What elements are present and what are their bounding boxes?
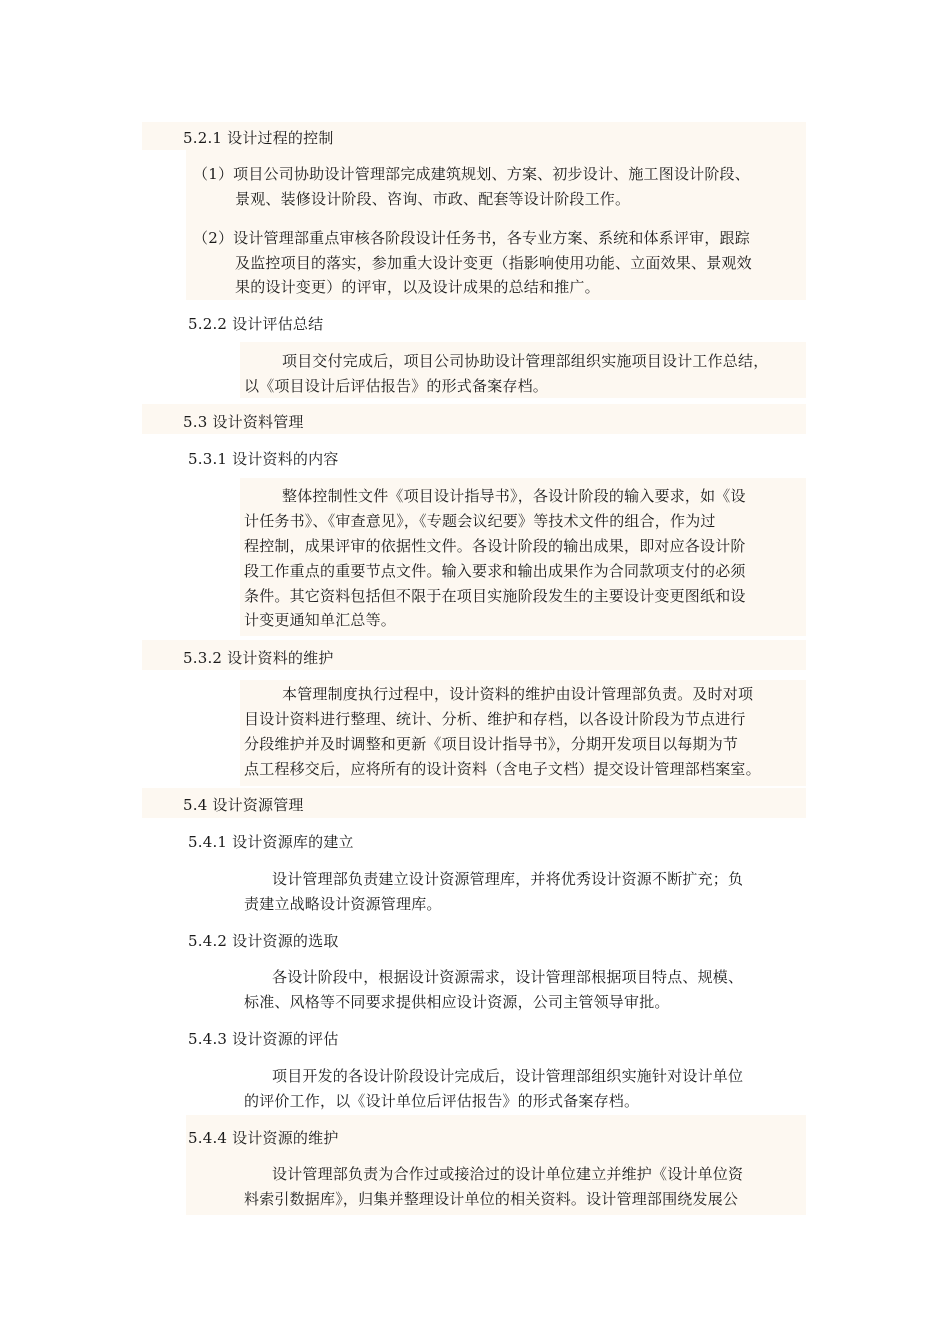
- section-heading-5-4-2: 5.4.2 设计资源的选取: [188, 932, 339, 950]
- paragraph-line: 项目交付完成后，项目公司协助设计管理部组织实施项目设计工作总结，: [282, 352, 769, 370]
- section-heading-5-4-3: 5.4.3 设计资源的评估: [188, 1030, 339, 1048]
- paragraph-line: 设计管理部负责建立设计资源管理库，并将优秀设计资源不断扩充；负: [272, 870, 744, 888]
- paragraph-line: 点工程移交后，应将所有的设计资料（含电子文档）提交设计管理部档案室。: [244, 760, 761, 778]
- paragraph-line: 责建立战略设计资源管理库。: [244, 895, 442, 913]
- section-heading-5-2-1: 5.2.1 设计过程的控制: [183, 129, 334, 147]
- list-item-2-line: 及监控项目的落实，参加重大设计变更（指影响使用功能、立面效果、景观效: [235, 254, 752, 272]
- list-item-2-line: （2）设计管理部重点审核各阶段设计任务书，各专业方案、系统和体系评审，跟踪: [193, 229, 750, 247]
- paragraph-line: 各设计阶段中，根据设计资源需求，设计管理部根据项目特点、规模、: [272, 968, 744, 986]
- section-heading-5-3: 5.3 设计资料管理: [183, 413, 304, 431]
- paragraph-line: 标准、风格等不同要求提供相应设计资源，公司主管领导审批。: [244, 993, 670, 1011]
- paragraph-line: 以《项目设计后评估报告》的形式备案存档。: [244, 377, 549, 395]
- list-item-1-line: （1）项目公司协助设计管理部完成建筑规划、方案、初步设计、施工图设计阶段、: [193, 165, 750, 183]
- section-heading-5-4-1: 5.4.1 设计资源库的建立: [188, 833, 354, 851]
- paragraph-line: 料索引数据库》，归集并整理设计单位的相关资料。设计管理部围绕发展公: [244, 1190, 739, 1208]
- paragraph-line: 计任务书》、《审查意见》，《专题会议纪要》等技术文件的组合，作为过: [244, 512, 716, 530]
- section-heading-5-2-2: 5.2.2 设计评估总结: [188, 315, 324, 333]
- paragraph-line: 分段维护并及时调整和更新《项目设计指导书》，分期开发项目以每期为节: [244, 735, 739, 753]
- paragraph-line: 计变更通知单汇总等。: [244, 611, 397, 629]
- list-item-2-line: 果的设计变更）的评审，以及设计成果的总结和推广。: [235, 278, 600, 296]
- section-heading-5-3-2: 5.3.2 设计资料的维护: [183, 649, 334, 667]
- section-heading-5-3-1: 5.3.1 设计资料的内容: [188, 450, 339, 468]
- paragraph-line: 目设计资料进行整理、统计、分析、维护和存档，以各设计阶段为节点进行: [244, 710, 746, 728]
- paragraph-line: 条件。其它资料包括但不限于在项目实施阶段发生的主要设计变更图纸和设: [244, 587, 746, 605]
- paragraph-line: 的评价工作，以《设计单位后评估报告》的形式备案存档。: [244, 1092, 640, 1110]
- paragraph-line: 程控制，成果评审的依据性文件。各设计阶段的输出成果，即对应各设计阶: [244, 537, 746, 555]
- section-heading-5-4-4: 5.4.4 设计资源的维护: [188, 1129, 339, 1147]
- section-heading-5-4: 5.4 设计资源管理: [183, 796, 304, 814]
- paragraph-line: 设计管理部负责为合作过或接洽过的设计单位建立并维护《设计单位资: [272, 1165, 744, 1183]
- list-item-1-line: 景观、装修设计阶段、咨询、市政、配套等设计阶段工作。: [235, 190, 631, 208]
- paragraph-line: 段工作重点的重要节点文件。输入要求和输出成果作为合同款项支付的必须: [244, 562, 746, 580]
- paragraph-line: 整体控制性文件《项目设计指导书》，各设计阶段的输入要求，如《设: [282, 487, 746, 505]
- paragraph-line: 本管理制度执行过程中，设计资料的维护由设计管理部负责。及时对项: [282, 685, 754, 703]
- paragraph-line: 项目开发的各设计阶段设计完成后，设计管理部组织实施针对设计单位: [272, 1067, 744, 1085]
